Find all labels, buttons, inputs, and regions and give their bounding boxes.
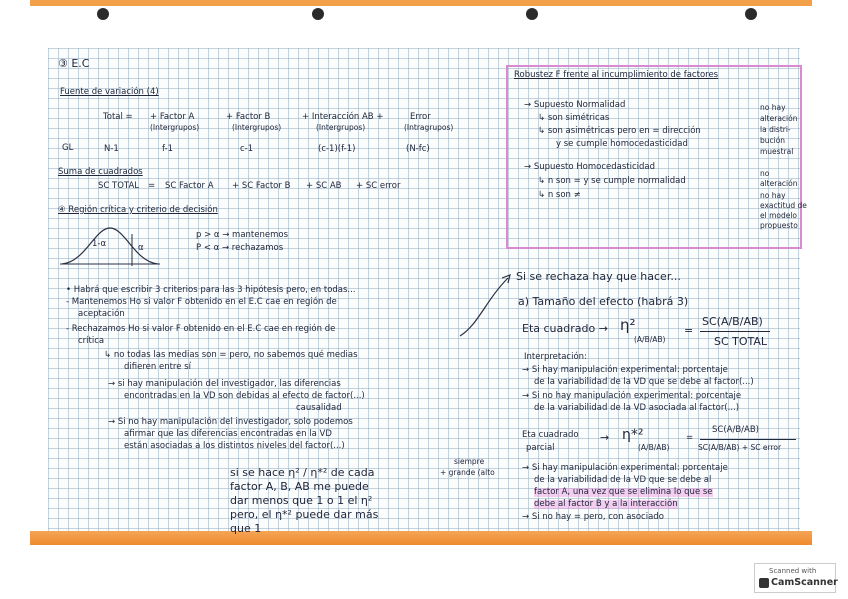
curve-alpha: α xyxy=(138,243,144,253)
scanned-with-text: Scanned with xyxy=(769,567,817,575)
gl-total: N-1 xyxy=(104,144,119,154)
intergrupos-a: (Intergrupos) xyxy=(150,123,200,132)
supuesto-homocedasticidad: → Supuesto Homocedasticidad xyxy=(524,162,656,172)
homocedasticidad-note-6: propuesto xyxy=(760,221,798,230)
homocedasticidad-note-5: el modelo xyxy=(760,211,798,220)
top-orange-band xyxy=(30,0,812,6)
sub-no-manipulacion-cont: afirmar que las diferencias encontradas en la VD xyxy=(124,429,332,439)
rule-mantenemos: p > α → mantenemos xyxy=(196,230,289,240)
eta-fraction-bar xyxy=(700,331,770,332)
fuente-heading: Fuente de variación (4) xyxy=(60,87,159,97)
note-grande: + grande (alto xyxy=(440,468,495,477)
section-3-title: ③ E.C xyxy=(58,57,90,70)
parcial-manipulacion-cont: de la variabilidad de la VD que se debe al xyxy=(534,475,712,485)
interp-manipulacion: → Si hay manipulación experimental: porcentaje xyxy=(522,365,728,375)
note-eta-line1: si se hace η² / η*² de cada xyxy=(230,466,375,479)
note-eta-line4: pero, el η*² puede dar más xyxy=(230,508,379,521)
sc-error: + SC error xyxy=(356,181,401,191)
homocedasticidad-iguales: ↳ n son = y se cumple normalidad xyxy=(538,176,686,186)
normalidad-asimetricas: ↳ son asimétricas pero en = dirección xyxy=(538,126,701,136)
error-label: Error xyxy=(410,112,431,122)
eta-parcial-denominator: SC(A/B/AB) + SC error xyxy=(698,443,782,452)
sub-medias-cont: difieren entre sí xyxy=(124,362,191,372)
note-eta-line3: dar menos que 1 o 1 el η² xyxy=(230,494,373,507)
eta-subscript: (A/B/AB) xyxy=(634,335,666,344)
parcial-manipulacion: → Si hay manipulación experimental: porcentaje xyxy=(522,463,728,473)
homocedasticidad-note-1: no xyxy=(760,169,770,178)
intragrupos: (Intragrupos) xyxy=(404,123,454,132)
sub-manipulacion: → si hay manipulación del investigador, las diferencias xyxy=(108,379,341,389)
binder-hole xyxy=(97,8,109,20)
tamano-efecto-heading: a) Tamaño del efecto (habrá 3) xyxy=(518,295,689,308)
gl-error: (N-fc) xyxy=(406,144,430,154)
homocedasticidad-distintos: ↳ n son ≠ xyxy=(538,190,581,200)
suma-cuadrados-heading: Suma de cuadrados xyxy=(58,167,143,177)
note-eta-line5: que 1 xyxy=(230,522,262,535)
normalidad-simetricas: ↳ son simétricas xyxy=(538,113,610,123)
intergrupos-ab: (Intergrupos) xyxy=(316,123,366,132)
eta-numerator: SC(A/B/AB) xyxy=(702,315,763,328)
camscanner-brand: CamScanner xyxy=(771,577,838,588)
flow-arrow xyxy=(458,270,518,340)
bullet-criterios: • Habrá que escribir 3 criterios para las 3 hipótesis pero, en todas... xyxy=(66,285,356,295)
sub-no-manipulacion: → Si no hay manipulación del investigador, solo podemos xyxy=(108,417,353,427)
eta-parcial-fraction-bar xyxy=(700,439,796,440)
parcial-manipulacion-highlight: factor A, una vez que se elimina lo que se xyxy=(534,487,713,497)
eta-parcial-label: Eta cuadrado xyxy=(522,430,579,440)
robustez-title: Robustez F frente al incumplimiento de factores xyxy=(514,70,719,80)
rechaza-heading: Si se rechaza hay que hacer... xyxy=(516,270,681,283)
homocedasticidad-note-3: no hay xyxy=(760,191,786,200)
bullet-mantenemos-cont: aceptación xyxy=(78,309,125,319)
eta-parcial-subscript: (A/B/AB) xyxy=(638,443,670,452)
sc-equals: = xyxy=(148,181,156,191)
normalidad-homocedasticidad: y se cumple homocedasticidad xyxy=(556,139,688,149)
eta-parcial-arrow: → xyxy=(600,431,610,444)
binder-hole xyxy=(526,8,538,20)
bullet-mantenemos: - Mantenemos Ho si valor F obtenido en el E.C cae en región de xyxy=(66,297,337,307)
factor-a-label: + Factor A xyxy=(150,112,195,122)
total-label: Total = xyxy=(103,112,133,122)
bullet-rechazamos: - Rechazamos Ho si valor F obtenido en el E.C cae en región de xyxy=(66,324,336,334)
interaccion-label: + Interacción AB + xyxy=(302,112,384,122)
curve-1-alpha: 1-α xyxy=(92,239,107,249)
supuesto-normalidad: → Supuesto Normalidad xyxy=(524,100,626,110)
normal-curve-figure xyxy=(60,222,160,272)
normalidad-note-4: bución xyxy=(760,136,786,145)
interp-manipulacion-cont: de la variabilidad de la VD que se debe al factor(...) xyxy=(534,377,754,387)
binder-hole xyxy=(312,8,324,20)
sc-factor-b: + SC Factor B xyxy=(232,181,291,191)
sc-ab: + SC AB xyxy=(306,181,342,191)
eta-parcial-numerator: SC(A/B/AB) xyxy=(712,425,759,435)
normalidad-note-5: muestral xyxy=(760,147,794,156)
normalidad-note-2: alteración xyxy=(760,114,798,123)
interpretacion-heading: Interpretación: xyxy=(524,352,587,362)
sub-manipulacion-cont: encontradas en la VD son debidas al efecto de factor(...) xyxy=(124,391,365,401)
robustez-box xyxy=(506,65,802,249)
eta-label: Eta cuadrado → xyxy=(522,322,608,335)
homocedasticidad-note-2: alteración xyxy=(760,179,798,188)
gl-factor-b: c-1 xyxy=(240,144,254,154)
factor-b-label: + Factor B xyxy=(226,112,271,122)
sub-medias: ↳ no todas las medias son = pero, no sabemos qué medias xyxy=(104,350,358,360)
rule-rechazamos: P < α → rechazamos xyxy=(196,243,284,253)
interp-no-manipulacion-cont: de la variabilidad de la VD asociada al factor(...) xyxy=(534,403,740,413)
gl-interaccion: (c-1)(f-1) xyxy=(318,144,356,154)
note-siempre: siempre xyxy=(454,457,485,466)
parcial-manipulacion-highlight-2: debe al factor B y a la interacción xyxy=(534,499,678,509)
gl-label: GL xyxy=(62,143,74,153)
homocedasticidad-note-4: exactitud de xyxy=(760,201,807,210)
eta-parcial-label-2: parcial xyxy=(526,443,555,453)
eta-equals: = xyxy=(684,324,694,337)
eta-parcial-symbol: η*² xyxy=(622,427,644,443)
eta-symbol: η² xyxy=(620,316,636,334)
interp-no-manipulacion: → Si no hay manipulación experimental: porcentaje xyxy=(522,391,742,401)
section-4-title: ④ Región crítica y criterio de decisión xyxy=(58,205,218,215)
sc-factor-a: SC Factor A xyxy=(165,181,214,191)
normalidad-note-3: la distri- xyxy=(760,125,791,134)
eta-denominator: SC TOTAL xyxy=(714,335,768,348)
sc-total: SC TOTAL xyxy=(98,181,139,191)
intergrupos-b: (Intergrupos) xyxy=(232,123,282,132)
gl-factor-a: f-1 xyxy=(162,144,174,154)
parcial-no-manipulacion: → Si no hay = pero, con asociado xyxy=(522,512,664,522)
bullet-rechazamos-cont: crítica xyxy=(78,336,105,346)
camscanner-badge xyxy=(754,563,836,593)
sub-no-manipulacion-cont2: están asociadas a los distintos niveles del factor(...) xyxy=(124,441,345,451)
normalidad-note-1: no hay xyxy=(760,103,786,112)
bottom-orange-band xyxy=(30,531,812,545)
eta-parcial-equals: = xyxy=(686,433,694,443)
camscanner-logo-icon xyxy=(759,578,769,588)
sub-causalidad: causalidad xyxy=(296,403,342,413)
binder-hole xyxy=(745,8,757,20)
note-eta-line2: factor A, B, AB me puede xyxy=(230,480,369,493)
